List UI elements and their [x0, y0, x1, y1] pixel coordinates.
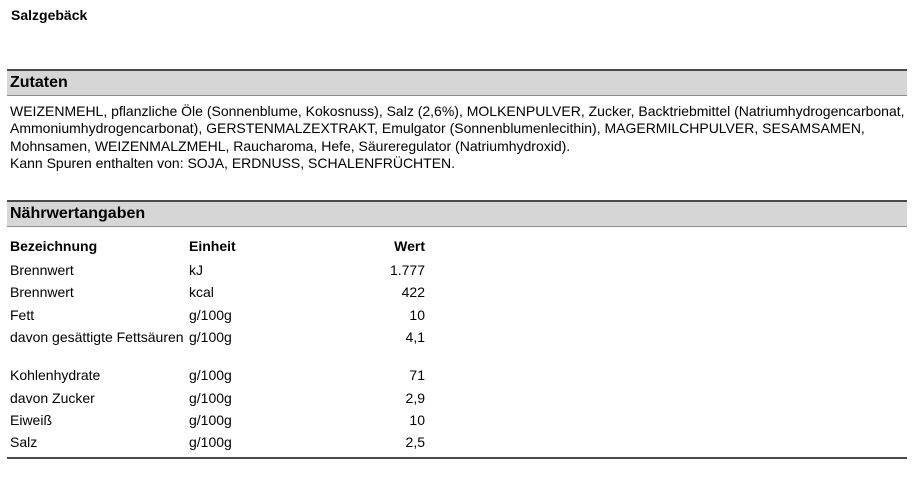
row-name: Fett — [10, 306, 35, 323]
row-value: 10 — [409, 306, 425, 323]
table-row — [10, 262, 425, 284]
table-row — [10, 390, 425, 412]
nutrition-section-header — [7, 200, 907, 227]
table-row — [10, 329, 425, 367]
nutrition-table — [10, 236, 425, 457]
allergen-note: Kann Spuren enthalten von: SOJA, ERDNUSS, SCHALENFRÜCHTEN. — [10, 155, 456, 172]
row-name: davon gesättigte Fettsäuren — [10, 329, 184, 346]
row-value: 422 — [401, 284, 425, 301]
column-header-name: Bezeichnung — [10, 238, 98, 254]
row-value: 10 — [409, 411, 425, 428]
product-title: Salzgebäck — [11, 7, 88, 23]
table-row — [10, 412, 425, 434]
row-unit: g/100g — [189, 367, 232, 384]
table-row — [10, 367, 425, 389]
row-unit: g/100g — [189, 306, 232, 323]
row-unit: g/100g — [189, 389, 232, 406]
row-name: Eiweiß — [10, 411, 53, 428]
nutrition-table-header-row — [10, 236, 425, 262]
row-value: 1.777 — [389, 262, 425, 278]
table-row — [10, 307, 425, 329]
row-name: davon Zucker — [10, 389, 95, 406]
ingredients-block — [10, 103, 905, 173]
row-name: Salz — [10, 434, 38, 451]
ingredients-heading: Zutaten — [10, 74, 68, 91]
row-value: 2,9 — [405, 389, 425, 406]
row-name: Brennwert — [10, 284, 74, 301]
ingredients-section-header — [7, 69, 907, 96]
row-unit: g/100g — [189, 329, 232, 346]
row-unit: g/100g — [189, 434, 232, 451]
row-unit: kJ — [189, 262, 203, 278]
column-header-value: Wert — [394, 238, 425, 254]
nutrition-heading: Nährwertangaben — [10, 205, 146, 222]
row-value: 71 — [409, 367, 425, 384]
ingredients-text: WEIZENMEHL, pflanzliche Öle (Sonnenblume, Kokosnuss), Salz (2,6%), MOLKENPULVER, Zucker, Backtriebmittel (Natriumhydrogencarbonat, Ammoniumhydrogencarbonat), GERSTENMALZEXTRAKT, Emulgator (Sonnenblumenlecithin), MAGERMILCHPULVER, SESAMSAMEN, Mohnsamen, WEIZENMALZMEHL, Raucharoma, Hefe, Säureregulator (Natriumhydroxid). — [10, 103, 905, 154]
row-unit: g/100g — [189, 411, 232, 428]
bottom-divider — [7, 457, 907, 459]
row-unit: kcal — [189, 284, 214, 301]
table-row — [10, 434, 425, 456]
column-header-unit: Einheit — [189, 238, 236, 254]
table-row — [10, 284, 425, 306]
row-value: 2,5 — [405, 434, 425, 451]
row-value: 4,1 — [405, 329, 425, 346]
row-name: Kohlenhydrate — [10, 367, 101, 384]
row-name: Brennwert — [10, 262, 74, 278]
